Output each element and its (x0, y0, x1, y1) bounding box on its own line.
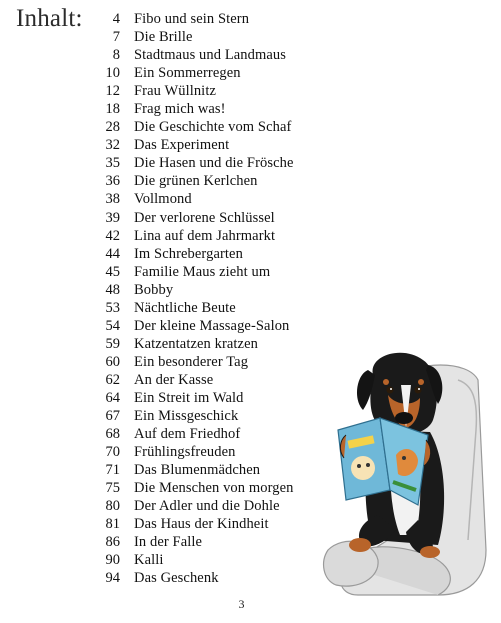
toc-entry (96, 136, 294, 154)
toc-entry (96, 281, 294, 299)
toc-entry-page-number: 48 (105, 281, 120, 298)
toc-entry-title: Das Blumenmädchen (134, 462, 261, 479)
toc-entry-title: An der Kasse (134, 371, 214, 388)
toc-entry-title: Der Adler und die Dohle (134, 498, 280, 515)
toc-entry (96, 551, 294, 569)
toc-entry (96, 425, 294, 443)
toc-entry-title: Das Experiment (134, 137, 230, 154)
toc-entry-title: Bobby (134, 281, 174, 298)
toc-entry-title: Ein Sommerregen (134, 65, 241, 82)
toc-entry-title: Die Hasen und die Frösche (134, 155, 294, 172)
toc-entry (96, 10, 294, 28)
toc-entry-page-number: 18 (105, 101, 120, 118)
toc-entry-title: Auf dem Friedhof (134, 426, 241, 443)
toc-entry-page-number: 10 (105, 65, 120, 82)
toc-entry-title: Kalli (134, 552, 164, 569)
toc-entry-page-number: 32 (105, 137, 120, 154)
toc-entry-page-number: 70 (105, 444, 120, 461)
toc-entry (96, 371, 294, 389)
toc-entry-title: Familie Maus zieht um (134, 263, 271, 280)
toc-entry (96, 569, 294, 587)
toc-entry-page-number: 94 (105, 570, 120, 587)
toc-entry-page-number: 7 (112, 29, 120, 46)
toc-entry-title: Ein besonderer Tag (134, 353, 249, 370)
toc-entry-page-number: 28 (105, 119, 120, 136)
toc-entry (96, 118, 294, 136)
toc-entry (96, 461, 294, 479)
toc-entry-page-number: 67 (105, 408, 120, 425)
toc-entry-page-number: 59 (105, 335, 120, 352)
toc-entry-page-number: 8 (112, 47, 120, 64)
toc-entry-title: Im Schrebergarten (134, 245, 243, 262)
toc-entry-page-number: 68 (105, 426, 120, 443)
toc-entry-title: Frag mich was! (134, 101, 226, 118)
dog-reading-book-illustration (318, 340, 488, 600)
toc-entry-title: Die Menschen von morgen (134, 480, 294, 497)
toc-entry-title: Vollmond (134, 191, 192, 208)
toc-entry (96, 335, 294, 353)
toc-entry (96, 407, 294, 425)
toc-entry-page-number: 44 (105, 245, 120, 262)
toc-entry (96, 245, 294, 263)
toc-entry-page-number: 35 (105, 155, 120, 172)
toc-entry (96, 154, 294, 172)
toc-entry (96, 299, 294, 317)
toc-entry (96, 100, 294, 118)
toc-entry (96, 64, 294, 82)
toc-list (96, 10, 294, 588)
toc-entry-title: Die grünen Kerlchen (134, 173, 258, 190)
toc-entry-title: Ein Missgeschick (134, 408, 239, 425)
toc-entry-page-number: 86 (105, 534, 120, 551)
toc-entry-title: Die Brille (134, 29, 193, 46)
toc-entry-page-number: 81 (105, 516, 120, 533)
toc-entry (96, 389, 294, 407)
toc-entry-page-number: 39 (105, 209, 120, 226)
toc-entry-page-number: 45 (105, 263, 120, 280)
toc-entry-page-number: 12 (105, 83, 120, 100)
toc-entry (96, 28, 294, 46)
toc-entry (96, 515, 294, 533)
toc-entry (96, 353, 294, 371)
toc-entry-title: Stadtmaus und Landmaus (134, 47, 287, 64)
toc-entry-title: Frau Wüllnitz (134, 83, 216, 100)
toc-entry-title: Das Haus der Kindheit (134, 516, 269, 533)
toc-entry (96, 172, 294, 190)
toc-entry-page-number: 42 (105, 227, 120, 244)
page-number: 3 (238, 597, 245, 611)
toc-entry (96, 533, 294, 551)
toc-entry-page-number: 80 (105, 498, 120, 515)
toc-entry-title: Der verlorene Schlüssel (134, 209, 275, 226)
toc-entry-page-number: 53 (105, 299, 120, 316)
toc-entry-page-number: 60 (105, 353, 120, 370)
toc-entry-page-number: 4 (112, 11, 120, 27)
toc-entry-title: Nächtliche Beute (134, 299, 236, 316)
toc-entry (96, 209, 294, 227)
toc-entry (96, 82, 294, 100)
toc-entry-page-number: 75 (105, 480, 120, 497)
toc-entry (96, 317, 294, 335)
toc-entry (96, 497, 294, 515)
toc-entry-title: Der kleine Massage-Salon (134, 317, 290, 334)
toc-entry (96, 263, 294, 281)
toc-entry (96, 479, 294, 497)
toc-entry (96, 190, 294, 208)
toc-entry-title: Fibo und sein Stern (134, 11, 250, 27)
toc-entry (96, 443, 294, 461)
toc-entry-title: Katzentatzen kratzen (134, 335, 258, 352)
toc-entry-page-number: 54 (105, 317, 120, 334)
toc-entry-page-number: 38 (105, 191, 120, 208)
toc-entry-title: Das Geschenk (134, 570, 219, 587)
toc-entry-title: Frühlingsfreuden (134, 444, 236, 461)
toc-entry (96, 227, 294, 245)
toc-entry-page-number: 90 (105, 552, 120, 569)
toc-entry-page-number: 62 (105, 371, 120, 388)
toc-entry-title: Die Geschichte vom Schaf (134, 119, 292, 136)
toc-entry-page-number: 64 (105, 389, 120, 406)
toc-entry (96, 46, 294, 64)
toc-entry-title: Lina auf dem Jahrmarkt (134, 227, 276, 244)
toc-entry-page-number: 36 (105, 173, 120, 190)
toc-entry-page-number: 71 (105, 462, 120, 479)
toc-entry-title: In der Falle (134, 534, 203, 551)
toc-heading: Inhalt: (16, 5, 83, 32)
toc-entry-title: Ein Streit im Wald (134, 389, 244, 406)
